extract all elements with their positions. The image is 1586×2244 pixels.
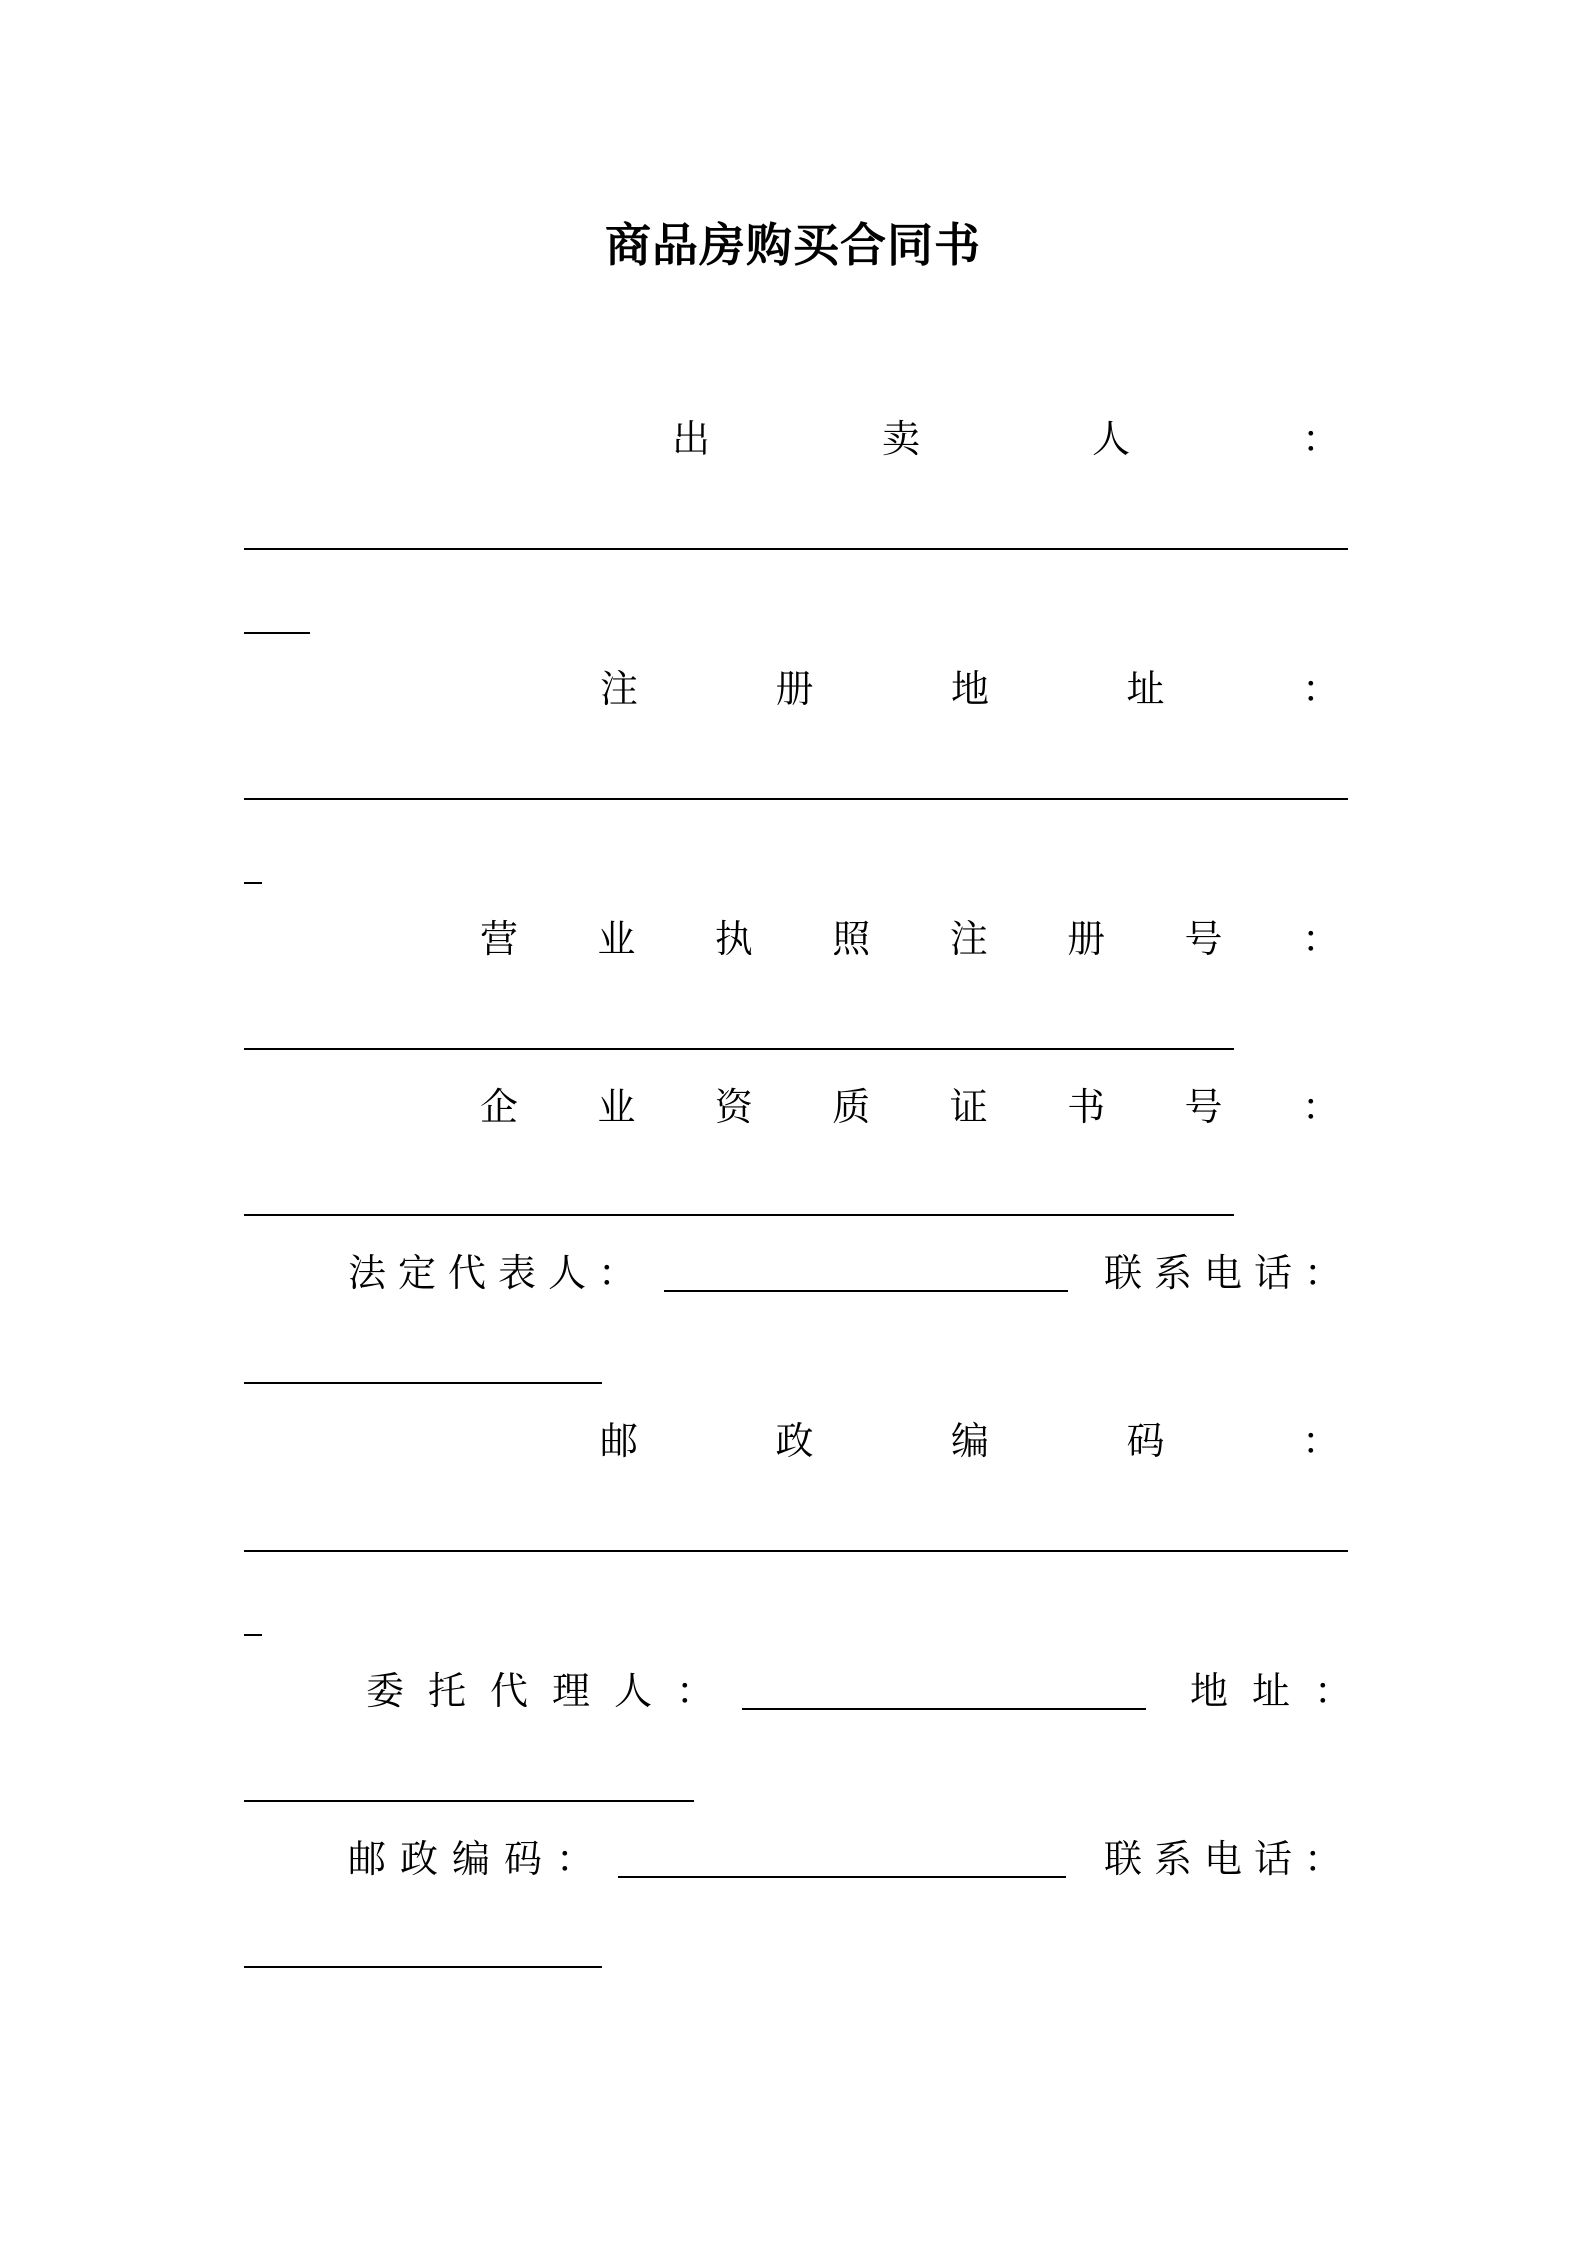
license-no-blank-line[interactable] <box>244 1048 1234 1050</box>
label-char: 号 <box>1184 917 1223 961</box>
label-char: ： <box>1301 917 1340 961</box>
agent-postal-blank-line[interactable] <box>618 1876 1066 1878</box>
label-char: 照 <box>832 917 871 961</box>
document-title: 商品房购买合同书 <box>605 218 981 272</box>
legal-rep-blank-line[interactable] <box>664 1290 1068 1292</box>
seller-blank-line-cont[interactable] <box>244 632 310 634</box>
agent-phone-blank-line[interactable] <box>244 1966 602 1968</box>
qualification-no-label <box>480 1085 1340 1129</box>
label-char: 书 <box>1067 1085 1106 1129</box>
label-char: 册 <box>775 667 814 711</box>
label-char: 注 <box>600 667 639 711</box>
label-char: 注 <box>949 917 988 961</box>
postal-code-blank-line-cont[interactable] <box>244 1634 262 1636</box>
label-char: 出 <box>672 417 711 461</box>
label-char: 码 <box>1126 1419 1165 1463</box>
label-char: ： <box>1301 667 1340 711</box>
label-char: 业 <box>597 1085 636 1129</box>
reg-address-blank-line[interactable] <box>244 798 1348 800</box>
agent-address-blank-line[interactable] <box>244 1800 694 1802</box>
label-char: 卖 <box>881 417 920 461</box>
label-char: ： <box>1301 1419 1340 1463</box>
label-char: 政 <box>775 1419 814 1463</box>
postal-code-blank-line[interactable] <box>244 1550 1348 1552</box>
label-char: 资 <box>714 1085 753 1129</box>
seller-blank-line[interactable] <box>244 548 1348 550</box>
label-char: 业 <box>597 917 636 961</box>
label-char: 地 <box>950 667 989 711</box>
legal-rep-phone-blank-line[interactable] <box>244 1382 602 1384</box>
label-char: 人 <box>1091 417 1130 461</box>
legal-rep-phone-label: 联系电话： <box>1104 1251 1355 1295</box>
agent-address-label: 地址： <box>1190 1669 1377 1713</box>
label-char: 址 <box>1126 667 1165 711</box>
label-char: 证 <box>949 1085 988 1129</box>
reg-address-label <box>600 667 1340 711</box>
postal-code-label <box>600 1419 1340 1463</box>
label-char: 执 <box>714 917 753 961</box>
label-char: 企 <box>480 1085 519 1129</box>
label-char: ： <box>1301 417 1340 461</box>
agent-blank-line[interactable] <box>742 1708 1146 1710</box>
reg-address-blank-line-cont[interactable] <box>244 882 262 884</box>
license-no-label <box>480 917 1340 961</box>
legal-rep-label: 法定代表人： <box>348 1251 649 1295</box>
label-char: 册 <box>1067 917 1106 961</box>
agent-phone-label: 联系电话： <box>1104 1837 1355 1881</box>
agent-label: 委托代理人： <box>366 1669 739 1713</box>
agent-postal-label: 邮政编码： <box>348 1837 609 1881</box>
label-char: 邮 <box>600 1419 639 1463</box>
qualification-no-blank-line[interactable] <box>244 1214 1234 1216</box>
seller-label <box>672 417 1340 461</box>
label-char: ： <box>1301 1085 1340 1129</box>
label-char: 编 <box>950 1419 989 1463</box>
label-char: 营 <box>480 917 519 961</box>
label-char: 号 <box>1184 1085 1223 1129</box>
label-char: 质 <box>832 1085 871 1129</box>
